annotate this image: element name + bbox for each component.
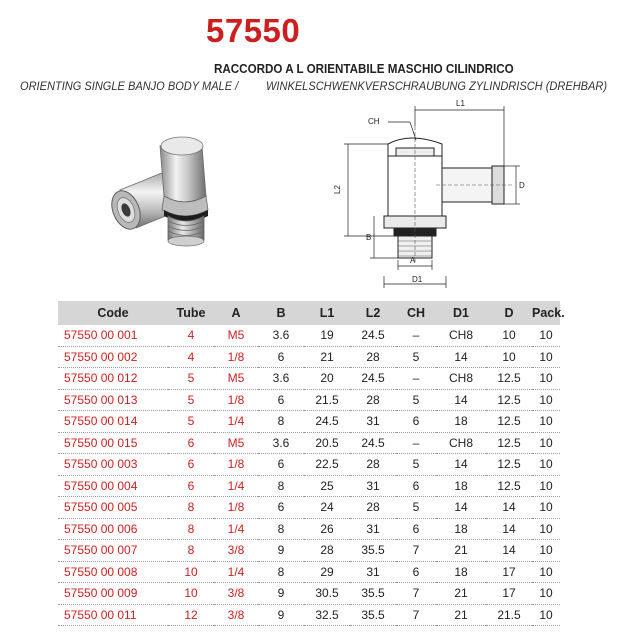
cell-code: 57550 00 009 — [58, 583, 168, 605]
cell-d1: 21 — [436, 583, 486, 605]
cell-code: 57550 00 015 — [58, 432, 168, 454]
dim-label-l1: L1 — [456, 99, 465, 108]
cell-l1: 32.5 — [304, 604, 350, 626]
table-row — [58, 583, 560, 605]
cell-l2: 35.5 — [350, 540, 396, 562]
cell-a: M5 — [214, 368, 258, 390]
cell-ch: 5 — [396, 454, 436, 476]
table-row — [58, 325, 560, 346]
cell-pack: 10 — [532, 497, 560, 519]
cell-ch: 6 — [396, 561, 436, 583]
cell-b: 6 — [258, 346, 304, 368]
cell-tube: 6 — [168, 432, 214, 454]
cell-d: 12.5 — [486, 454, 532, 476]
cell-l1: 21.5 — [304, 389, 350, 411]
cell-a: 3/8 — [214, 604, 258, 626]
cell-d1: 14 — [436, 497, 486, 519]
cell-ch: – — [396, 432, 436, 454]
cell-code: 57550 00 007 — [58, 540, 168, 562]
cell-d1: 18 — [436, 411, 486, 433]
cell-d: 10 — [486, 325, 532, 346]
table-row — [58, 604, 560, 626]
cell-l1: 26 — [304, 518, 350, 540]
dim-label-l2: L2 — [333, 185, 342, 194]
cell-ch: 6 — [396, 475, 436, 497]
cell-tube: 10 — [168, 561, 214, 583]
cell-code: 57550 00 005 — [58, 497, 168, 519]
product-title-english: ORIENTING SINGLE BANJO BODY MALE / — [20, 79, 239, 93]
cell-ch: 6 — [396, 411, 436, 433]
cell-ch: 5 — [396, 497, 436, 519]
cell-tube: 5 — [168, 389, 214, 411]
cell-l1: 25 — [304, 475, 350, 497]
cell-a: 1/8 — [214, 389, 258, 411]
technical-drawing — [330, 96, 530, 292]
cell-code: 57550 00 002 — [58, 346, 168, 368]
cell-d: 17 — [486, 561, 532, 583]
dim-label-a: A — [410, 256, 416, 265]
cell-l1: 29 — [304, 561, 350, 583]
table-row — [58, 475, 560, 497]
cell-code: 57550 00 014 — [58, 411, 168, 433]
table-row — [58, 561, 560, 583]
cell-b: 9 — [258, 583, 304, 605]
column-header-pack: Pack. — [532, 306, 565, 320]
cell-d: 10 — [486, 346, 532, 368]
cell-d: 14 — [486, 518, 532, 540]
dim-label-d1: D1 — [412, 275, 423, 284]
cell-b: 6 — [258, 389, 304, 411]
dim-label-d: D — [519, 181, 525, 190]
cell-tube: 4 — [168, 325, 214, 346]
cell-tube: 12 — [168, 604, 214, 626]
table-row — [58, 346, 560, 368]
cell-pack: 10 — [532, 346, 560, 368]
cell-l2: 24.5 — [350, 368, 396, 390]
cell-a: 1/8 — [214, 454, 258, 476]
cell-l2: 35.5 — [350, 604, 396, 626]
cell-a: 1/4 — [214, 475, 258, 497]
dim-label-ch: CH — [368, 117, 380, 126]
cell-pack: 10 — [532, 454, 560, 476]
cell-ch: 7 — [396, 604, 436, 626]
cell-pack: 10 — [532, 325, 560, 346]
column-header-d1: D1 — [453, 306, 469, 320]
cell-ch: 7 — [396, 540, 436, 562]
cell-ch: 6 — [396, 518, 436, 540]
cell-code: 57550 00 012 — [58, 368, 168, 390]
cell-tube: 5 — [168, 411, 214, 433]
cell-pack: 10 — [532, 368, 560, 390]
product-title-german: WINKELSCHWENKVERSCHRAUBUNG ZYLINDRISCH (DREHBAR) — [266, 79, 608, 93]
cell-a: 1/4 — [214, 561, 258, 583]
column-header-l2: L2 — [365, 306, 381, 320]
cell-tube: 8 — [168, 540, 214, 562]
cell-l2: 28 — [350, 346, 396, 368]
cell-ch: 5 — [396, 346, 436, 368]
cell-l1: 30.5 — [304, 583, 350, 605]
cell-d: 12.5 — [486, 411, 532, 433]
cell-pack: 10 — [532, 432, 560, 454]
cell-ch: – — [396, 325, 436, 346]
product-photo — [98, 128, 248, 248]
cell-l1: 20.5 — [304, 432, 350, 454]
table-row — [58, 432, 560, 454]
cell-a: 1/4 — [214, 411, 258, 433]
product-title-italian: RACCORDO A L ORIENTABILE MASCHIO CILINDRICO — [214, 62, 514, 76]
cell-b: 8 — [258, 475, 304, 497]
cell-b: 6 — [258, 454, 304, 476]
table-body — [58, 325, 560, 626]
cell-code: 57550 00 006 — [58, 518, 168, 540]
cell-l2: 28 — [350, 454, 396, 476]
cell-d1: 14 — [436, 346, 486, 368]
cell-d1: 14 — [436, 454, 486, 476]
cell-l1: 21 — [304, 346, 350, 368]
column-header-ch: CH — [406, 306, 426, 320]
cell-a: 3/8 — [214, 583, 258, 605]
table-header-row — [58, 301, 560, 325]
cell-l1: 19 — [304, 325, 350, 346]
product-code-title: 57550 — [206, 12, 301, 49]
cell-l1: 24 — [304, 497, 350, 519]
cell-ch: 7 — [396, 583, 436, 605]
cell-code: 57550 00 008 — [58, 561, 168, 583]
table-row — [58, 454, 560, 476]
cell-ch: 5 — [396, 389, 436, 411]
cell-l2: 31 — [350, 475, 396, 497]
cell-tube: 8 — [168, 497, 214, 519]
cell-a: M5 — [214, 432, 258, 454]
cell-b: 9 — [258, 540, 304, 562]
cell-l2: 28 — [350, 497, 396, 519]
cell-code: 57550 00 013 — [58, 389, 168, 411]
cell-tube: 8 — [168, 518, 214, 540]
cell-pack: 10 — [532, 604, 560, 626]
column-header-a: A — [231, 306, 241, 320]
cell-tube: 6 — [168, 475, 214, 497]
cell-a: 1/8 — [214, 346, 258, 368]
cell-b: 8 — [258, 518, 304, 540]
column-header-b: B — [276, 306, 286, 320]
cell-a: 1/4 — [214, 518, 258, 540]
cell-b: 3.6 — [258, 432, 304, 454]
column-header-l1: L1 — [319, 306, 335, 320]
cell-pack: 10 — [532, 583, 560, 605]
cell-l1: 22.5 — [304, 454, 350, 476]
cell-d1: 18 — [436, 518, 486, 540]
cell-code: 57550 00 001 — [58, 325, 168, 346]
cell-d1: 18 — [436, 561, 486, 583]
cell-l2: 31 — [350, 518, 396, 540]
cell-d: 21.5 — [486, 604, 532, 626]
cell-d: 17 — [486, 583, 532, 605]
cell-b: 3.6 — [258, 368, 304, 390]
cell-l1: 20 — [304, 368, 350, 390]
cell-pack: 10 — [532, 561, 560, 583]
cell-l2: 35.5 — [350, 583, 396, 605]
cell-b: 8 — [258, 561, 304, 583]
column-header-tube: Tube — [176, 306, 206, 320]
cell-d1: 14 — [436, 389, 486, 411]
cell-d1: CH8 — [436, 368, 486, 390]
cell-l1: 28 — [304, 540, 350, 562]
spec-table — [58, 301, 565, 626]
table-row — [58, 518, 560, 540]
cell-a: 3/8 — [214, 540, 258, 562]
cell-ch: – — [396, 368, 436, 390]
table-row — [58, 368, 560, 390]
cell-d: 14 — [486, 540, 532, 562]
dim-label-b: B — [366, 233, 372, 242]
cell-tube: 5 — [168, 368, 214, 390]
cell-code: 57550 00 011 — [58, 604, 168, 626]
cell-tube: 4 — [168, 346, 214, 368]
cell-l2: 31 — [350, 411, 396, 433]
cell-code: 57550 00 003 — [58, 454, 168, 476]
table-row — [58, 497, 560, 519]
cell-d1: CH8 — [436, 432, 486, 454]
cell-d1: CH8 — [436, 325, 486, 346]
cell-l2: 31 — [350, 561, 396, 583]
cell-pack: 10 — [532, 389, 560, 411]
cell-a: M5 — [214, 325, 258, 346]
cell-a: 1/8 — [214, 497, 258, 519]
cell-d1: 18 — [436, 475, 486, 497]
cell-l2: 28 — [350, 389, 396, 411]
cell-d: 12.5 — [486, 432, 532, 454]
cell-b: 3.6 — [258, 325, 304, 346]
table-row — [58, 540, 560, 562]
cell-b: 6 — [258, 497, 304, 519]
cell-pack: 10 — [532, 475, 560, 497]
cell-code: 57550 00 004 — [58, 475, 168, 497]
table-row — [58, 389, 560, 411]
cell-d: 12.5 — [486, 475, 532, 497]
cell-b: 8 — [258, 411, 304, 433]
cell-pack: 10 — [532, 540, 560, 562]
column-header-code: Code — [97, 306, 129, 320]
table-row — [58, 411, 560, 433]
cell-l2: 24.5 — [350, 325, 396, 346]
cell-pack: 10 — [532, 411, 560, 433]
cell-d: 14 — [486, 497, 532, 519]
column-header-d: D — [504, 306, 514, 320]
cell-pack: 10 — [532, 518, 560, 540]
cell-d1: 21 — [436, 540, 486, 562]
cell-l1: 24.5 — [304, 411, 350, 433]
cell-tube: 10 — [168, 583, 214, 605]
cell-d: 12.5 — [486, 368, 532, 390]
cell-b: 9 — [258, 604, 304, 626]
cell-d: 12.5 — [486, 389, 532, 411]
cell-tube: 6 — [168, 454, 214, 476]
cell-d1: 21 — [436, 604, 486, 626]
cell-l2: 24.5 — [350, 432, 396, 454]
